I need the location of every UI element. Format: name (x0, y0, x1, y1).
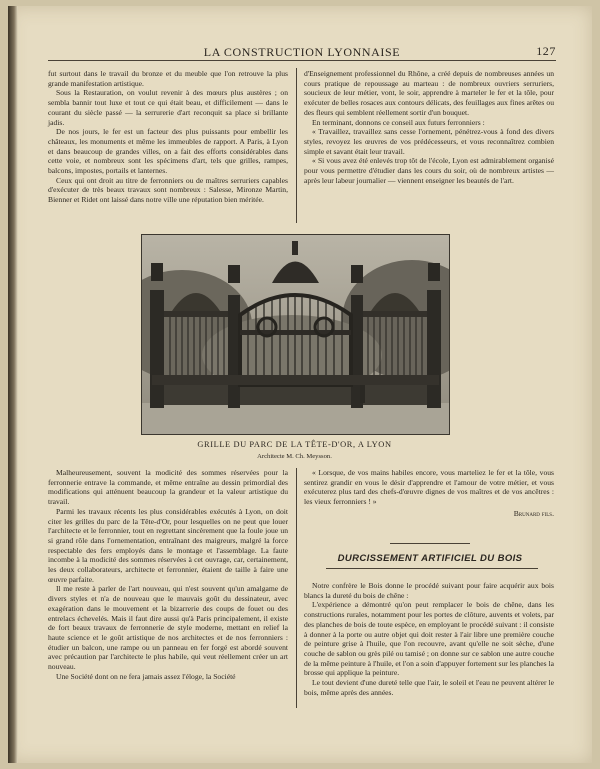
publication-title: LA CONSTRUCTION LYONNAISE (203, 45, 401, 59)
title-underline (326, 568, 538, 569)
newspaper-page (8, 6, 592, 763)
bottom-left-column (48, 468, 288, 681)
paragraph: En terminant, donnons ce conseil aux futurs ferronniers : (312, 117, 485, 127)
paragraph: L'expérience a démontré qu'on peut remplacer le bois de chêne, dans les constructions rurales, notamment pour les portes de clôture, auvents et volets, par des planches de bois de toute espèce, en employant le procédé suivant : il consiste à donner à la porte ou autre objet qui doit rester à l'air libre une première couche de peinture grise à l'huile, que l'on recouvre, avant qu'elle ne soit sèche, d'une couche de sablon ou grès pilé ou tamisé ; on donne sur ce sablon une autre couche de la même peinture à l'huile, et l'on a soin d'appuyer fortement sur les planches la brosse qui applique la peinture. (304, 600, 554, 678)
quote-paragraph: « Lorsque, de vos mains habiles encore, vous marteliez le fer et la tôle, vous sentirez grandir en vous le désir d'apprendre et l'amour de votre métier, et vous exécuterez plus tard des chefs-d'œuvre dignes de vos maîtres et de vos ancêtres : les vieux ferronniers ! » (304, 468, 554, 507)
gate-photograph (141, 234, 450, 435)
paragraph: Parmi les travaux récents les plus considérables exécutés à Lyon, on doit citer les grilles du parc de la Tête-d'Or, pour lesquelles on ne peut que louer l'architecte et le ferronnier, tout en regrettant sincèrement que la foule joue un si grand rôle dans l'ornementation, entraînant des maigreurs, malgré la force respectable des fers employés dans le montage et l'assemblage. La faute incombe à la modicité des sommes réservées à cet ouvrage, car, certainement, les deux collaborateurs, architecte et ferronnier, étaient de taille à faire une œuvre parfaite. (48, 506, 288, 584)
section-title: DURCISSEMENT ARTIFICIEL DU BOIS (337, 553, 523, 564)
paragraph: Ceux qui ont droit au titre de ferronniers ou de maîtres serruriers capables d'exécuter de très beaux travaux sont nombreux : Salesse, Mironze Martin, Bienner et Ridet ont laissé dans notre ville une réputation bien méritée. (48, 175, 288, 205)
column-divider (296, 68, 297, 223)
author-signature: Brunard fils. (513, 508, 554, 518)
bottom-right-column (304, 468, 554, 519)
paragraph: Le tout devient d'une dureté telle que l'air, le soleil et l'eau ne peuvent altérer le bois, même après des années. (304, 678, 554, 697)
paragraph: Sous la Restauration, on voulut revenir à des mœurs plus austères ; on sembla bannir tout luxe et tout ce qui était beau, et difficilement — dans le courant du siècle passé — la serrurerie d'art reconquit sa place si brillante jadis. (48, 88, 288, 127)
paragraph: Malheureusement, souvent la modicité des sommes réservées pour la ferronnerie entrave la commande, et même entraîne au dessin primordial des modifications qui atténuent beaucoup la grandeur et la valeur artistique du travail. (48, 468, 288, 507)
paragraph: « Si vous avez été enlevés trop tôt de l'école, Lyon est admirablement organisé pour vous permettre d'étudier dans les cours du soir, où de nombreux artistes — après leur labeur journalier — viennent enseigner les beautés de l'art. (304, 156, 554, 185)
paragraph: Notre confrère le Bois donne le procédé suivant pour faire acquérir aux bois blancs la dureté du bois de chêne : (304, 581, 554, 600)
paragraph: Il me reste à parler de l'art nouveau, qui n'est souvent qu'un amalgame de divers styles et n'a de nouveau que le mauvais goût du dessinateur, avec exagération dans le mouvement et la bizarrerie des coups de fouet ou des entrelacs échevelés. Mais il faut dire aussi qu'à Paris principalement, il existe de fort beaux travaux de ferronnerie de style moderne, mettant en relief la haute science et le goût artistique de nos architectes et de nos ferronniers : étudier un balcon, une rampe ou un panneau en fer forgé est abordé souvent avec précaution par l'architecte le plus habile, qui veut réellement créer un art nouveau. (48, 584, 288, 672)
separator-rule (390, 543, 470, 544)
paragraph: d'Enseignement professionnel du Rhône, a créé depuis de nombreuses années un cours pratique de repoussage au marteau : de nombreux ouvriers serruriers, soucieux de leur métier, vont, le soir, apprendre à marteler le fer et la tôle, pour exécuter de belles rosaces aux contours délicats, des feuillages aux fines arêtes ou des fleurs qui semblent réellement sortir d'un bouquet. (304, 69, 554, 117)
top-right-column (304, 69, 554, 185)
gate-illustration (142, 235, 449, 434)
figure-credit: Architecte M. Ch. Meysson. (257, 453, 332, 460)
paragraph: « Travaillez, travaillez sans cesse l'ornement, pénétrez-vous à fond des divers styles, revoyez les œuvres de vos prédécesseurs, et vous reconnaîtrez combien simple et savant était leur travail. (304, 127, 554, 156)
binding-gutter (8, 6, 18, 763)
figure-caption: GRILLE DU PARC DE LA TÊTE-D'OR, A LYON (197, 440, 392, 449)
paragraph: fut surtout dans le travail du bronze et du meuble que l'on retrouve la plus grande manifestation artistique. (48, 69, 288, 88)
top-left-column (48, 69, 288, 205)
page-number: 127 (536, 44, 556, 58)
section-body (304, 581, 554, 697)
paragraph: Une Société dont on ne fera jamais assez l'éloge, la Société (56, 671, 236, 681)
paragraph: De nos jours, le fer est un facteur des plus puissants pour embellir les châteaux, les monuments et même les immeubles de rapport. A Paris, à Lyon et dans beaucoup de grandes villes, on a fait des efforts considérables dans cette voie, et nombreux sont les spécimens d'art, tels que grilles, rampes, balcons, impostes, portails et lanternes. (48, 127, 288, 176)
page-header (48, 44, 556, 61)
column-divider (296, 468, 297, 708)
